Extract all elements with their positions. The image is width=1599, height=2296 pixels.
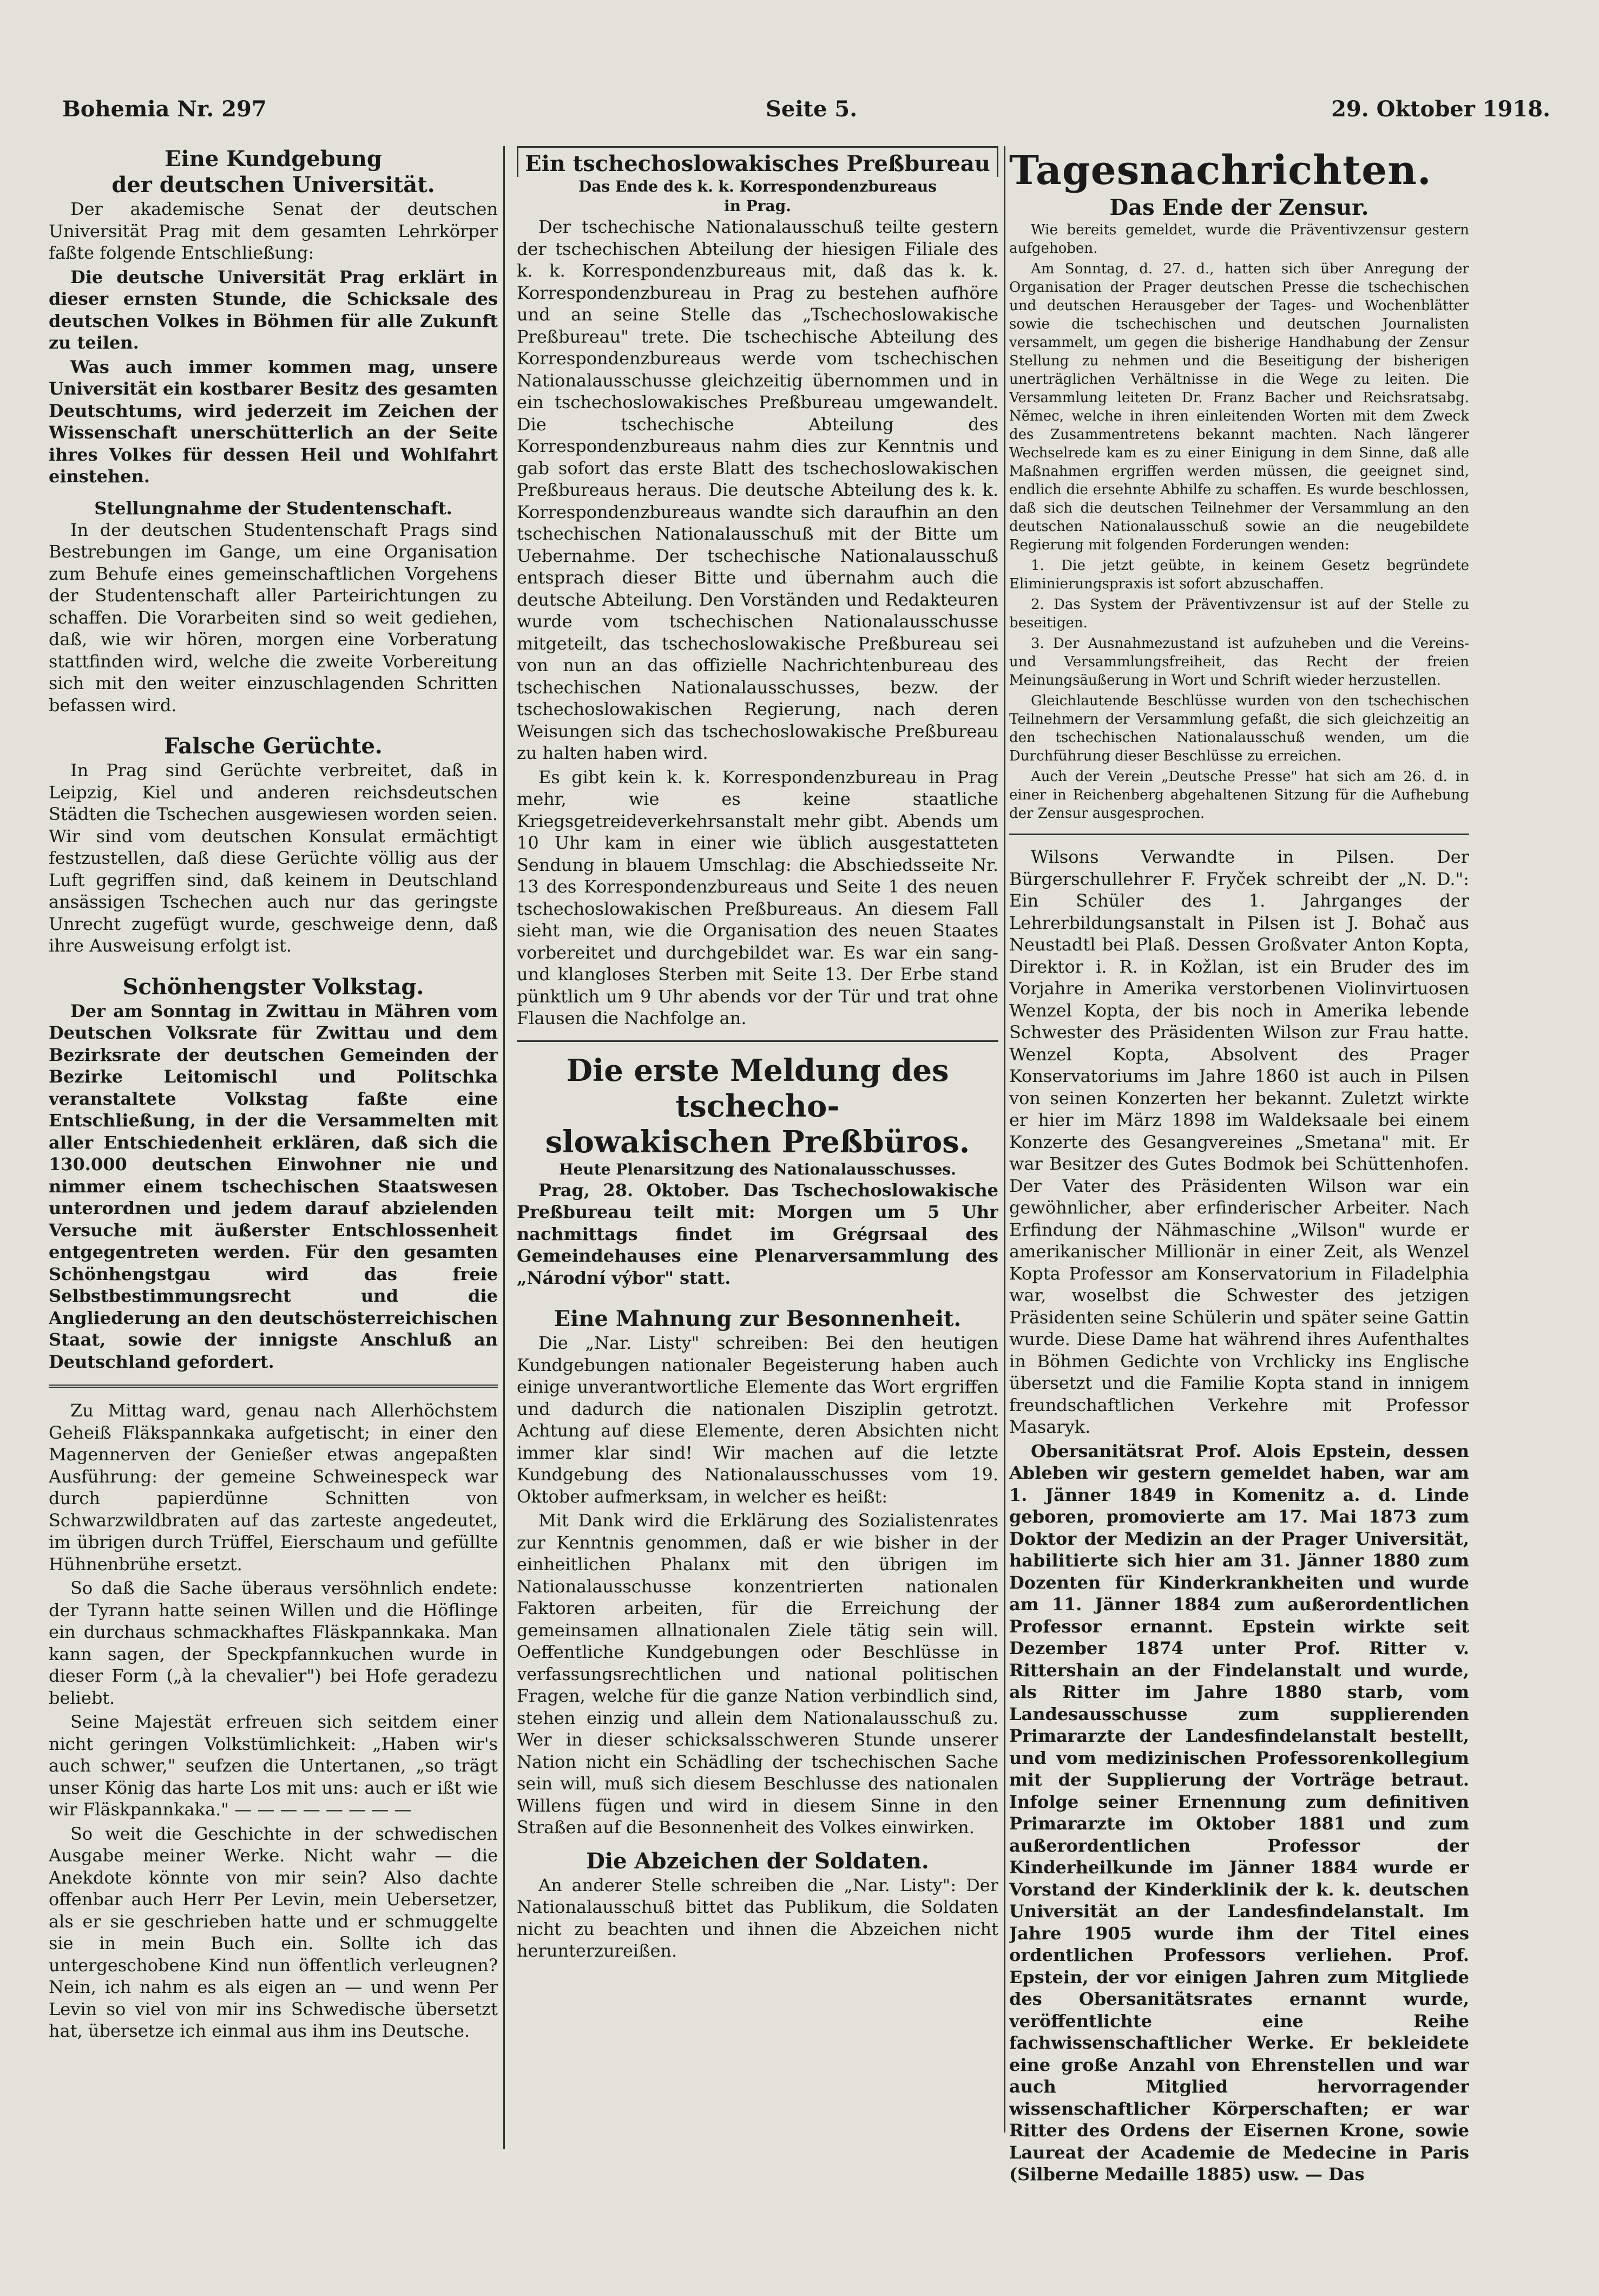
column-2 <box>517 146 998 2280</box>
article-title-kundgebung-1: Eine Kundgebung <box>164 146 382 172</box>
paragraph: So weit die Geschichte in der schwedischen Ausgabe meiner Werke. Nicht wahr — die Anekdote könnte von mir sein? Also dachte offenbar auch Herr Per Levin, mein Uebersetzer, als er sie geschrieben hatte und er schmuggelte sie in mein Buch ein. Sollte ich das untergeschobene Kind nun öffentlich verleugnen? Nein, ich nahm es als eigen an — und wenn Per Levin so viel von mir ins Schwedische übersetzt hat, übersetze ich einmal aus ihm ins Deutsche. <box>49 1823 498 2041</box>
paragraph: Der am Sonntag in Zwittau in Mähren vom Deutschen Volksrate für Zwittau und dem Bezirksrate der deutschen Gemeinden der Bezirke Leitomischl und Politschka veranstaltete Volkstag faßte eine Entschließung, in der die Versammelten mit aller Entschiedenheit erklären, daß sich die 130.000 deutschen Einwohner nie und nimmer einem tschechischen Staatswesen unterordnen und jedem darauf abzielenden Versuche mit äußerster Entschlossenheit entgegentreten werden. Für den gesamten Schönhengstgau wird das freie Selbstbestimmungsrecht und die Angliederung an den deutschösterreichischen Staat, sowie der innigste Anschluß an Deutschland gefordert. <box>49 1000 498 1372</box>
article-title-studenten: Stellungnahme der Studentenschaft. <box>94 497 452 519</box>
issue-date: 29. Oktober 1918. <box>1331 96 1550 122</box>
paragraph: Der tschechische Nationalausschuß teilte gestern der tschechischen Abteilung der hiesigen Filiale des k. k. Korrespondenzbureaus mit, daß das k. k. Korrespondenzbureau in Prag zu bestehen aufhöre und an seine Stelle das „Tschechoslowakische Preßbureau" trete. Die tschechische Abteilung des Korrespondenzbureaus werde vom tschechischen Nationalausschusse gleichzeitig übernommen und in ein tschechoslowakisches Preßbureau umgewandelt. Die tschechische Abteilung des Korrespondenzbureaus nahm dies zur Kenntnis und gab sofort das erste Blatt des tschechoslowakischen Preßbureaus heraus. Die deutsche Abteilung des k. k. Korrespondenzbureaus wandte sich daraufhin an den tschechischen Nationalausschuß mit der Bitte um Uebernahme. Der tschechische Nationalausschuß entsprach dieser Bitte und übernahm auch die deutsche Abteilung. Den Vorständen und Redakteuren wurde vom tschechischen Nationalausschusse mitgeteilt, das tschechoslowakische Preßbureau sei von nun an das offizielle Nachrichtenbureau des tschechischen Nationalausschusses, bezw. der tschechoslowakischen Regierung, nach deren Weisungen sich das tschechoslowakische Preßbureau zu halten haben wird. <box>517 217 998 763</box>
section-divider <box>49 1385 498 1388</box>
paragraph: Der akademische Senat der deutschen Universität Prag mit dem gesamten Lehrkörper faßte folgende Entschließung: <box>49 199 498 263</box>
article-title-erste-1: Die erste Meldung des tschecho- <box>566 1052 949 1124</box>
article-title-geruechte: Falsche Gerüchte. <box>164 733 383 759</box>
section-divider <box>517 1040 998 1042</box>
paragraph: Am Sonntag, d. 27. d., hatten sich über Anregung der Organisation der Prager deutschen Presse die tschechischen und deutschen Herausgeber der Tages- und Wochenblätter sowie die tschechischen und deutschen Journalisten versammelt, um gegen die bisherige Handhabung der Zensur Stellung zu nehmen und die Beseitigung der bisherigen unerträglichen Verhältnisse in die Wege zu leiten. Die Versammlung leiteten Dr. Franz Bacher und Reichsratsabg. Němec, welche in ihren einleitenden Worten mit dem Zweck des Zusammentretens bekannt machten. Nach längerer Wechselrede kam es zu einer Einigung in dem Sinne, daß alle Maßnahmen ergriffen werden müssen, die geeignet sind, endlich die ersehnte Abhilfe zu schaffen. Es wurde beschlossen, daß sich die deutschen Teilnehmer der Versammlung an den deutschen Nationalausschuß sowie an die neugebildete Regierung mit folgenden Forderungen wenden: <box>1009 261 1469 553</box>
article-subtitle: in Prag. <box>723 197 792 215</box>
paragraph: Auch der Verein „Deutsche Presse" hat sich am 26. d. in einer in Reichenberg abgehaltenen Sitzung für die Aufhebung der Zensur ausgesprochen. <box>1009 769 1469 822</box>
article-title-mahnung: Eine Mahnung zur Besonnenheit. <box>554 1306 962 1331</box>
paragraph: Obersanitätsrat Prof. Alois Epstein, dessen Ableben wir gestern gemeldet haben, war am 1. Jänner 1849 in Komenitz a. d. Linde geboren, promovierte am 17. Mai 1873 zum Doktor der Medizin an der Prager Universität, habilitierte sich hier am 31. Jänner 1880 zum Dozenten für Kinderkrankheiten und wurde am 11. Jänner 1884 zum außerordentlichen Professor ernannt. Epstein wirkte seit Dezember 1874 unter Prof. Ritter v. Rittershain an der Findelanstalt und wurde, als Ritter im Jahre 1880 starb, vom Landesausschusse zum supplierenden Primararzte der Landesfindelanstalt bestellt, und vom medizinischen Professorenkollegium mit der Supplierung der Vorträge betraut. Infolge seiner Ernennung zum definitiven Primararzte im Oktober 1881 und zum außerordentlichen Professor der Kinderheilkunde im Jänner 1884 wurde er Vorstand der Kinderklinik der k. k. deutschen Universität an der Landesfindelanstalt. Im Jahre 1905 wurde ihm der Titel eines ordentlichen Professors verliehen. Prof. Epstein, der vor einigen Jahren zum Mitgliede des Obersanitätsrates ernannt wurde, veröffentlichte eine Reihe fachwissenschaftlicher Werke. Er bekleidete eine große Anzahl von Ehrenstellen und war auch Mitglied hervorragender wissenschaftlicher Körperschaften; er war Ritter des Ordens der Eisernen Krone, sowie Laureat der Academie de Medecine in Paris (Silberne Medaille 1885) usw. — Das <box>1009 1440 1469 2185</box>
paragraph: Prag, 28. Oktober. Das Tschechoslowakische Preßbureau teilt mit: Morgen um 5 Uhr nachmittags findet im Grégrsaal des Gemeindehauses eine Plenarversammlung des „Národní výbor" statt. <box>517 1179 998 1288</box>
paragraph: Die deutsche Universität Prag erklärt in dieser ernsten Stunde, die Schicksale des deutschen Volkes in Böhmen für alle Zukunft zu teilen. <box>49 266 498 353</box>
paragraph: Wilsons Verwandte in Pilsen. Der Bürgerschullehrer F. Fryček schreibt der „N. D.": Ein Schüler des 1. Jahrganges der Lehrerbildungsanstalt in Pilsen ist J. Bohač aus Neustadtl bei Plaß. Dessen Großvater Anton Kopta, Direktor i. R. in Kožlan, ist ein Bruder des im Vorjahre in Amerika verstorbenen Violinvirtuosen Wenzel Kopta, der bis noch in Amerika lebende Schwester des Präsidenten Wilson zur Frau hatte. Wenzel Kopta, Absolvent des Prager Konservatoriums im Jahre 1860 ist auch in Pilsen von seinen Konzerten her bekannt. Zuletzt wirkte er hier im März 1898 im Waldeksaale bei einem Konzerte des Gesangvereines „Smetana" mit. Er war Besitzer des Gutes Bodmok bei Schüttenhofen. Der Vater des Präsidenten Wilson war ein gewöhnlicher, aber erfinderischer Arbeiter. Nach Erfindung der Nähmaschine „Wilson" wurde er amerikanischer Millionär in einer Zeit, als Wenzel Kopta Professor am Konservatorium in Filadelphia war, woselbst die Schwester des jetzigen Präsidenten seine Schülerin und später seine Gattin wurde. Diese Dame hat während ihres Aufenthaltes in Böhmen Gedichte von Vrchlicky ins Englische übersetzt und die Familie Kopta stand in innigem freundschaftlichen Verkehre mit Professor Masaryk. <box>1009 847 1469 1437</box>
article-title-abzeichen: Die Abzeichen der Soldaten. <box>586 1848 929 1874</box>
article-subtitle: Heute Plenarsitzung des Nationalausschusses. <box>559 1160 956 1178</box>
column-rule-2 <box>1004 146 1005 2133</box>
article-title-pressbureau: Ein tschechoslowakisches Preßbureau <box>525 151 990 176</box>
paragraph: Es gibt kein k. k. Korrespondenzbureau in Prag mehr, wie es keine staatliche Kriegsgetreideverkehrsanstalt mehr gibt. Abends um 10 Uhr kam in einer wie üblich ausgestatteten Sendung in blauem Umschlag: die Abschiedsseite Nr. 13 des Korrespondenzbureaus und Seite 1 des neuen tschechoslowakischen Preßbureaus. An diesem Fall sieht man, wie die Organisation des neuen Staates vorbereitet und durchgebildet war. Es war ein sang- und klangloses Sterben mit Seite 13. Der Erbe stand pünktlich um 9 Uhr abends vor der Tür und trat ohne Flausen die Nachfolge an. <box>517 766 998 1028</box>
paragraph: Die „Nar. Listy" schreiben: Bei den heutigen Kundgebungen nationaler Begeisterung haben auch einige unverantwortliche Elemente das Wort ergriffen und dadurch die nationalen Disziplin getrotzt. Achtung auf diese Elemente, deren Absichten nicht immer klar sind! Wir machen auf die letzte Kundgebung des Nationalausschusses vom 19. Oktober aufmerksam, in welcher es heißt: <box>517 1333 998 1507</box>
paragraph: In Prag sind Gerüchte verbreitet, daß in Leipzig, Kiel und anderen reichsdeutschen Städten die Tschechen ausgewiesen worden seien. Wir sind vom deutschen Konsulat ermächtigt festzustellen, daß diese Gerüchte völlig aus der Luft gegriffen sind, daß keinem in Deutschland ansässigen Tschechen auch nur das geringste Unrecht zugefügt wurde, geschweige denn, daß ihre Ausweisung erfolgt ist. <box>49 760 498 956</box>
column-3 <box>1009 146 1469 2280</box>
column-1 <box>49 146 498 2280</box>
paragraph: So daß die Sache überaus versöhnlich endete: der Tyrann hatte seinen Willen und die Höflinge ein durchaus schmackhaftes Fläskpannkaka. Man kann sagen, der Speckpfannkuchen wurde in dieser Form („à la chevalier") bei Hofe geradezu beliebt. <box>49 1578 498 1708</box>
article-title-kundgebung-2: der deutschen Universität. <box>111 172 435 198</box>
section-title-tagesnachrichten: Tagesnachrichten. <box>1009 147 1432 194</box>
page-header <box>62 96 1550 129</box>
article-title-volkstag: Schönhengster Volkstag. <box>122 974 424 1000</box>
paragraph: 3. Der Ausnahmezustand ist aufzuheben und die Vereins- und Versammlungsfreiheit, das Recht der freien Meinungsäußerung in Wort und Schrift wieder herzustellen. <box>1009 635 1469 688</box>
paragraph: Wie bereits gemeldet, wurde die Präventivzensur gestern aufgehoben. <box>1009 222 1469 257</box>
page-number: Seite 5. <box>766 96 858 122</box>
paragraph: 1. Die jetzt geübte, in keinem Gesetz begründete Eliminierungspraxis ist sofort abzuschaffen. <box>1009 557 1469 592</box>
paragraph: In der deutschen Studentenschaft Prags sind Bestrebungen im Gange, um eine Organisation zum Behufe eines gemeinschaftlichen Vorgehens der Studentenschaft aller Parteirichtungen zu schaffen. Die Vorarbeiten sind so weit gediehen, daß, wie wir hören, morgen eine Vorberatung stattfinden wird, welche die zweite Vorbereitung sich mit den weiter einzuschlagenden Schritten befassen wird. <box>49 519 498 716</box>
paragraph: Seine Majestät erfreuen sich seitdem einer nicht geringen Volkstümlichkeit: „Haben wir's auch schwer," seufzen die Untertanen, „so trägt unser König das harte Los mit uns: auch er ißt wie wir Fläskpannkaka." — — — — — — — — <box>49 1711 498 1820</box>
paragraph: 2. Das System der Präventivzensur ist auf der Stelle zu beseitigen. <box>1009 596 1469 631</box>
section-divider <box>1009 834 1469 835</box>
paragraph: Mit Dank wird die Erklärung des Sozialistenrates zur Kenntnis genommen, daß er wie bisher in der einheitlichen Phalanx mit den übrigen im Nationalausschusse konzentrierten nationalen Faktoren arbeiten, für die Erreichung der gemeinsamen allnationalen Ziele tätig sein will. Oeffentliche Kundgebungen oder Beschlüsse in verfassungsrechtlichen und national politischen Fragen, welche für die ganze Nation verbindlich sind, stehen einzig und allein dem Nationalausschuß zu. Wer in dieser schicksalsschweren Stunde unserer Nation nicht ein Schädling der tschechischen Sache sein will, muß sich diesem Beschlusse des nationalen Willens fügen und wird in diesem Sinne in den Straßen auf die Besonnenheit des Volkes einwirken. <box>517 1510 998 1838</box>
paragraph: Was auch immer kommen mag, unsere Universität ein kostbarer Besitz des gesamten Deutschtums, wird jederzeit im Zeichen der Wissenschaft unerschütterlich an der Seite ihres Volkes für dessen Heil und Wohlfahrt einstehen. <box>49 356 498 487</box>
column-rule-1 <box>503 146 505 2149</box>
article-title-erste-2: slowakischen Preßbüros. <box>545 1124 970 1160</box>
paragraph: An anderer Stelle schreiben die „Nar. Listy": Der Nationalausschuß bittet das Publikum, die Soldaten nicht zu beachten und ihnen die Abzeichen nicht herunterzureißen. <box>517 1874 998 1961</box>
article-title-zensur: Das Ende der Zensur. <box>1109 195 1369 220</box>
paragraph: Zu Mittag ward, genau nach Allerhöchstem Geheiß Fläkspannkaka aufgetischt; in einer den Magennerven der Genießer etwas angepaßten Ausführung: der gemeine Schweinespeck war durch papierdünne Schnitten von Schwarzwildbraten auf das zarteste angedeutet, im übrigen durch Trüffel, Eierschaum und gefüllte Hühnenbrühe ersetzt. <box>49 1400 498 1575</box>
paragraph: Gleichlautende Beschlüsse wurden von den tschechischen Teilnehmern der Versammlung gefaßt, die sich gleichzeitig an den tschechischen Nationalausschuß wenden, um die Durchführung dieser Beschlüsse zu erreichen. <box>1009 693 1469 764</box>
pressbureau-heading-box <box>517 146 998 177</box>
article-subtitle: Das Ende des k. k. Korrespondenzbureaus <box>578 178 937 195</box>
newspaper-issue: Bohemia Nr. 297 <box>62 96 267 122</box>
